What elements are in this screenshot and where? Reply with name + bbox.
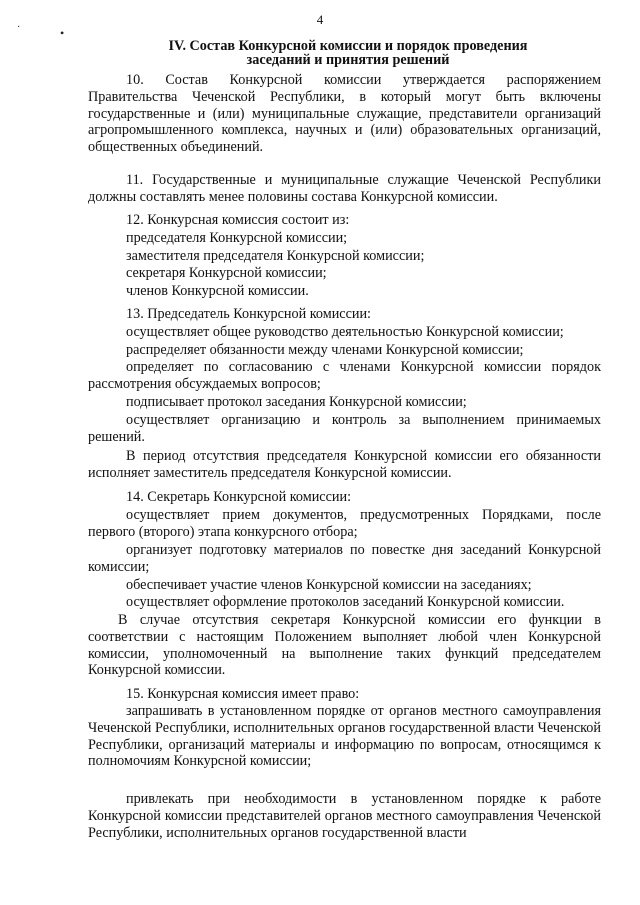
list-item: запрашивать в установленном порядке от органов местного самоуправления Чеченской Республики, исполнительных органов государственной власти Чеченской Республики, организаций материалы и информацию по вопросам, относящимся к полномочиям Конкурсной комиссии; [88,703,601,770]
section-heading [88,39,608,67]
list-item: распределяет обязанности между членами Конкурсной комиссии; [126,342,524,358]
paragraph-11: 11. Государственные и муниципальные служащие Чеченской Республики должны составлять менее половины состава Конкурсной комиссии. [88,172,601,205]
list-item: осуществляет общее руководство деятельностью Конкурсной комиссии; [126,324,564,340]
list-item: осуществляет организацию и контроль за выполнением принимаемых решений. [88,412,601,445]
list-item: обеспечивает участие членов Конкурсной комиссии на заседаниях; [126,577,532,593]
list-item: членов Конкурсной комиссии. [126,283,309,299]
list-item: осуществляет оформление протоколов заседаний Конкурсной комиссии. [126,594,565,610]
list-item: привлекать при необходимости в установленном порядке к работе Конкурсной комиссии представителей органов местного самоуправления Чеченской Республики, исполнительных органов государственной власти [88,791,601,841]
scan-dot: • [60,26,65,40]
list-item: осуществляет прием документов, предусмотренных Порядками, после первого (второго) этапа конкурсного отбора; [88,507,601,540]
page-number: 4 [316,12,324,27]
section-heading-line-2: заседаний и принятия решений [246,52,450,68]
list-item: подписывает протокол заседания Конкурсной комиссии; [126,394,467,410]
list-item: определяет по согласованию с членами Конкурсной комиссии порядок рассмотрения обсуждаемых вопросов; [88,359,601,392]
list-item: секретаря Конкурсной комиссии; [126,265,327,281]
paragraph-14-intro: 14. Секретарь Конкурсной комиссии: [126,489,352,505]
list-item: заместителя председателя Конкурсной комиссии; [126,248,425,264]
list-item: председателя Конкурсной комиссии; [126,230,348,246]
paragraph-15-intro: 15. Конкурсная комиссия имеет право: [126,686,360,702]
paragraph-14-absence: В случае отсутствия секретаря Конкурсной комиссии его функции в соответствии с настоящим Положением выполняет любой член Конкурсной комиссии, уполномоченный на выполнение таких функций председателем Конкурсной комиссии. [88,612,601,679]
paragraph-12-intro: 12. Конкурсная комиссия состоит из: [126,212,350,228]
paragraph-10: 10. Состав Конкурсной комиссии утверждается распоряжением Правительства Чеченской Республики, в который могут быть включены государственные и (или) муниципальные служащие, представители организаций агропромышленного комплекса, научных и (или) образовательных организаций, общественных объединений. [88,72,601,156]
scan-dot: · [17,22,21,33]
paragraph-13-intro: 13. Председатель Конкурсной комиссии: [126,306,372,322]
list-item: организует подготовку материалов по повестке дня заседаний Конкурсной комиссии; [88,542,601,575]
paragraph-13-absence: В период отсутствия председателя Конкурсной комиссии его обязанности исполняет заместитель председателя Конкурсной комиссии. [88,448,601,481]
section-heading-line-1: IV. Состав Конкурсной комиссии и порядок проведения [168,38,528,54]
